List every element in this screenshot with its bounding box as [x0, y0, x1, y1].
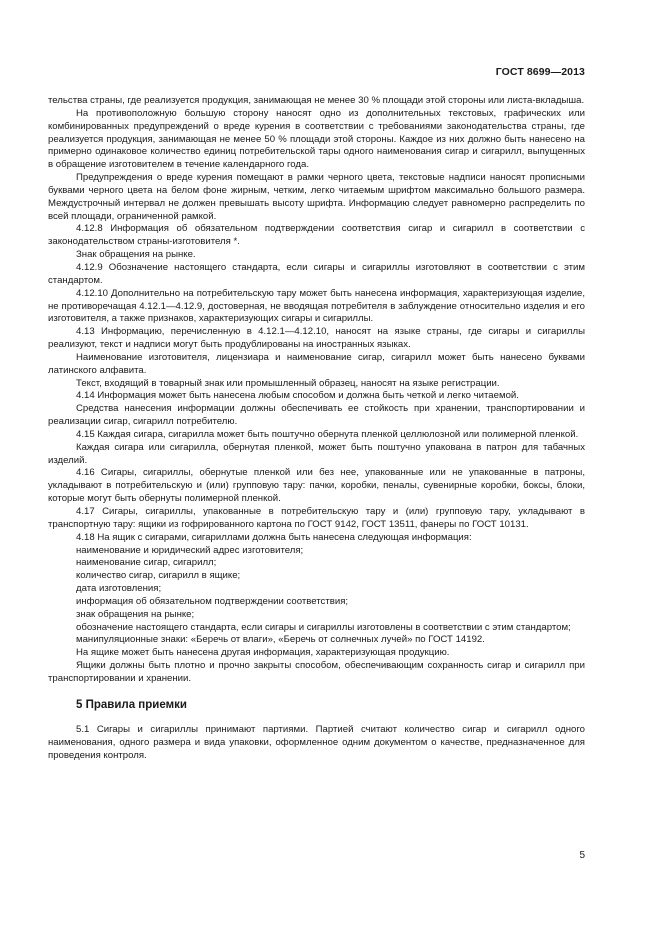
list-item: манипуляционные знаки: «Беречь от влаги», «Беречь от солнечных лучей» по ГОСТ 14192. — [76, 634, 485, 646]
paragraph: Каждая сигара или сигарилла, обернутая пленкой, может быть поштучно упакована в патрон для табачных изделий. — [48, 441, 585, 466]
paragraph: 4.17 Сигары, сигариллы, упакованные в потребительскую тару и (или) групповую тару, укладывают в транспортную тару: ящики из гофрированного картона по ГОСТ 9142, ГОСТ 13511, фанеры по ГОСТ 10131. — [48, 506, 585, 530]
paragraph: 4.12.8 Информация об обязательном подтверждении соответствия сигар и сигарилл в соответствии с законодательством страны-изготовителя *. — [48, 223, 585, 248]
list-item: дата изготовления; — [76, 583, 162, 595]
paragraph: Средства нанесения информации должны обеспечивать ее стойкость при хранении, транспортировании и реализации сигар, сигарилл потребителю. — [48, 403, 585, 428]
paragraph: 4.13 Информацию, перечисленную в 4.12.1—4.12.10, наносят на языке страны, где сигары и сигариллы реализуют, текст и надписи могут быть продублированы на иностранных языках. — [48, 326, 585, 351]
paragraph: тельства страны, где реализуется продукция, занимающая не менее 30 % площади этой стороны или листа-вкладыша. — [48, 95, 585, 106]
paragraph: 4.14 Информация может быть нанесена любым способом и должна быть четкой и легко читаемой. — [76, 390, 519, 402]
document-body — [48, 95, 585, 762]
paragraph: Предупреждения о вреде курения помещают в рамки черного цвета, текстовые надписи наносят прописными буквами черного цвета на белом фоне жирным, четким, легко читаемым шрифтом максимально большого размера. Междустрочный интервал не должен превышать высоту шрифта. Информацию следует равномерно распределить по всей площади, ограниченной рамкой. — [48, 172, 585, 222]
paragraph: Ящики должны быть плотно и прочно закрыты способом, обеспечивающим сохранность сигар и сигарилл при транспортировании и хранении. — [48, 660, 585, 684]
list-item: наименование сигар, сигарилл; — [76, 557, 217, 569]
paragraph: Знак обращения на рынке. — [76, 249, 196, 261]
page-number: 5 — [579, 850, 585, 861]
list-item: количество сигар, сигарилл в ящике; — [76, 570, 241, 582]
list-item: обозначение настоящего стандарта, если сигары и сигариллы изготовлены в соответствии с этим стандартом; — [76, 621, 571, 633]
paragraph: 4.15 Каждая сигара, сигарилла может быть поштучно обернута пленкой целлюлозной или полимерной пленкой. — [76, 428, 579, 440]
list-item: наименование и юридический адрес изготовителя; — [76, 544, 304, 556]
paragraph: 5.1 Сигары и сигариллы принимают партиями. Партией считают количество сигар и сигарилл одного наименования, одного размера и вида упаковки, оформленное одним документом о качестве, предназначенное для проведения контроля. — [48, 723, 585, 761]
paragraph: 4.16 Сигары, сигариллы, обернутые пленкой или без нее, упакованные или не упакованные в патроны, укладывают в потребительскую и (или) групповую тару: пачки, коробки, пеналы, сувенирные коробки, боксы, блоки, которые могут быть обернуты полимерной пленкой. — [48, 467, 585, 505]
paragraph: 4.12.9 Обозначение настоящего стандарта, если сигары и сигариллы изготовляют в соответствии с этим стандартом. — [48, 261, 585, 286]
paragraph: 4.18 На ящик с сигарами, сигариллами должна быть нанесена следующая информация: — [76, 531, 472, 543]
paragraph: На противоположную большую сторону наносят одно из дополнительных текстовых, графических или комбинированных предупреждений о вреде курения в соответствии с требованиями законодательства страны, где реализуется продукция, занимающая не менее 50 % площади этой стороны. Каждое из них должно быть нанесено на примерно одинаковое количество единиц потребительской тары одного наименования сигар и сигарилл, выпущенных в обращение изготовителем в течение календарного года. — [48, 107, 585, 171]
section-title: 5 Правила приемки — [76, 698, 187, 711]
paragraph: На ящике может быть нанесена другая информация, характеризующая продукцию. — [76, 647, 450, 659]
paragraph: Наименование изготовителя, лицензиара и наименование сигар, сигарилл может быть нанесено буквами латинского алфавита. — [48, 351, 585, 376]
document-code-header: ГОСТ 8699—2013 — [495, 66, 585, 78]
list-item: знак обращения на рынке; — [76, 608, 195, 620]
paragraph: Текст, входящий в товарный знак или промышленный образец, наносят на языке регистрации. — [76, 377, 500, 389]
list-item: информация об обязательном подтверждении соответствия; — [76, 595, 349, 607]
paragraph: 4.12.10 Дополнительно на потребительскую тару может быть нанесена информация, характеризующая изделие, не противоречащая 4.12.1—4.12.9, достоверная, не вводящая потребителя в заблуждение относительно изделия и его изготовителя, а также признаков, характеризующих сигары и сигариллы. — [48, 287, 585, 325]
